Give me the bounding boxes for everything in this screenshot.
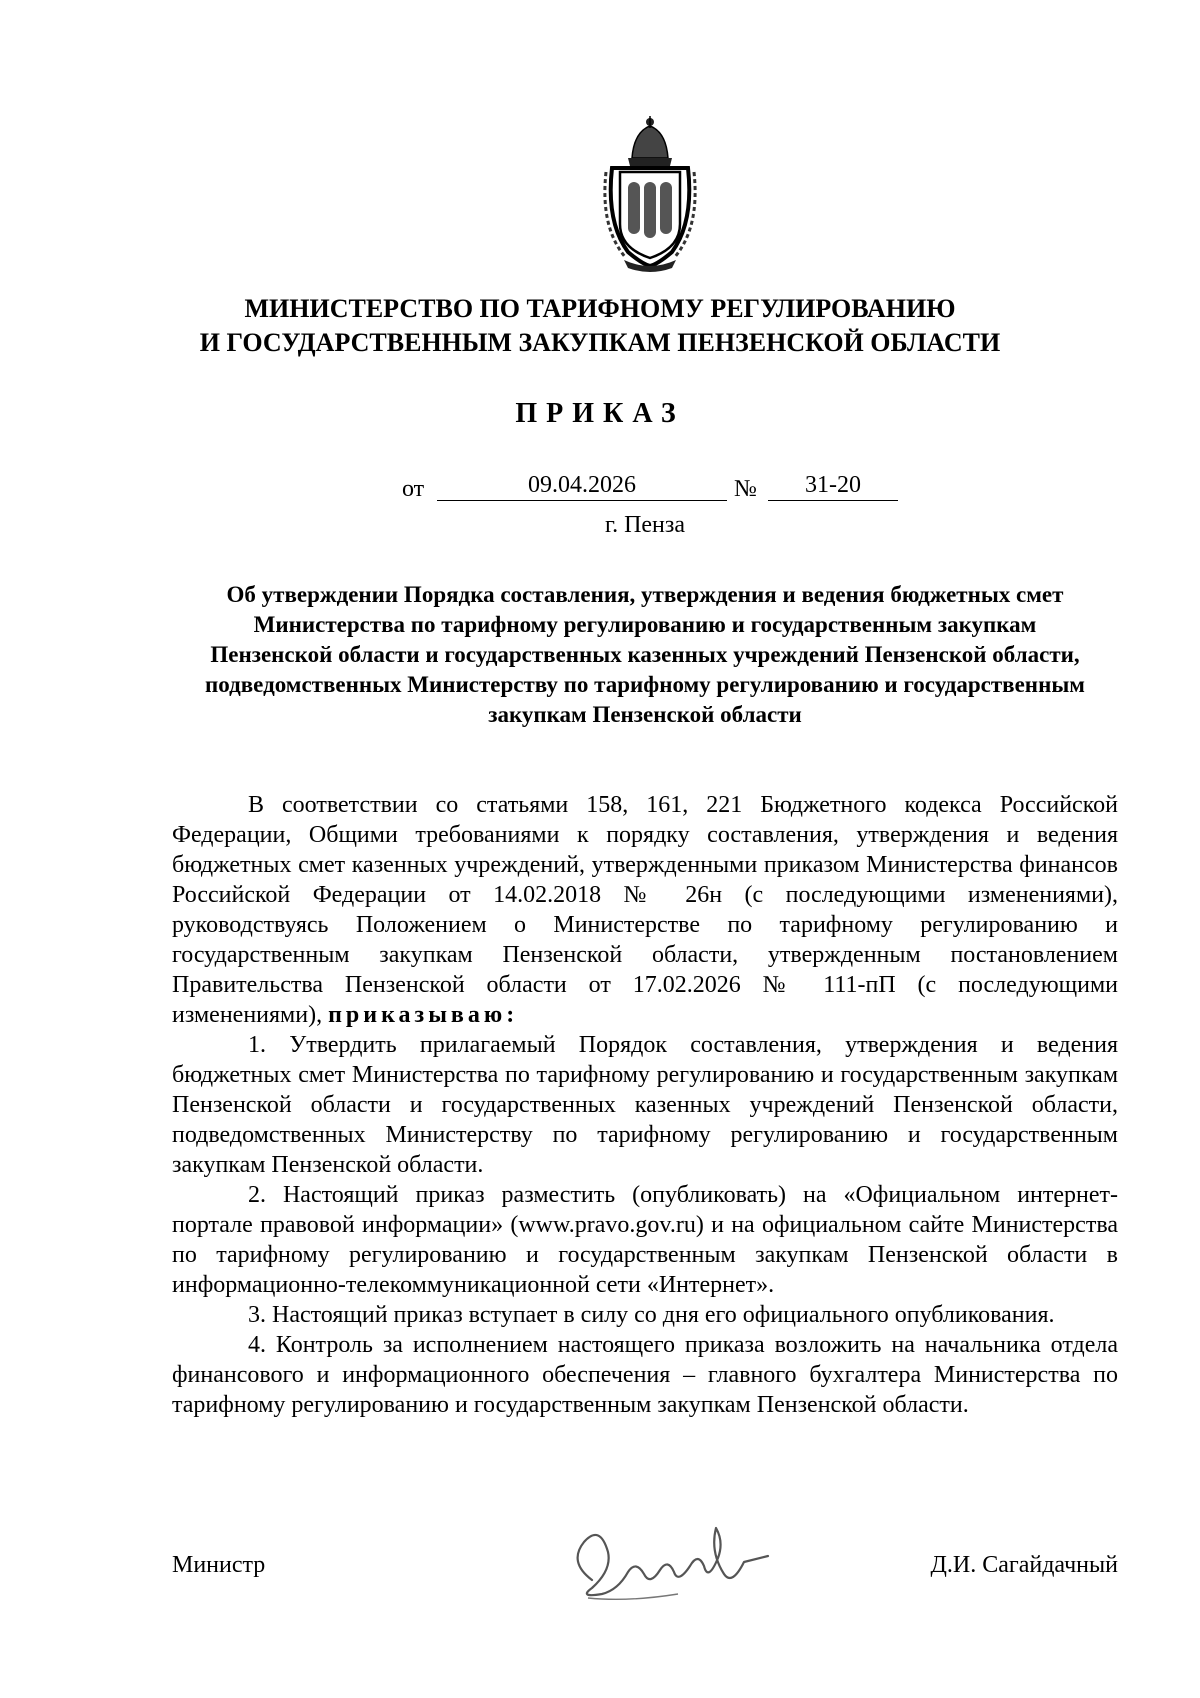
ministry-line-2: И ГОСУДАРСТВЕННЫМ ЗАКУПКАМ ПЕНЗЕНСКОЙ ОБЛАСТИ	[199, 328, 1001, 357]
document-number: 31-20	[768, 470, 898, 501]
document-date: 09.04.2026	[437, 470, 727, 501]
order-word: приказываю:	[328, 1002, 519, 1028]
document-body	[172, 790, 1118, 1420]
number-label: №	[734, 476, 757, 502]
list-item: 4. Контроль за исполнением настоящего приказа возложить на начальника отдела финансового и информационного обеспечения – главного бухгалтера Министерства по тарифному регулированию и государственным закупкам Пензенской области.	[172, 1332, 1118, 1418]
signer-title: Министр	[172, 1552, 266, 1578]
intro-paragraph	[172, 790, 1118, 1030]
list-item: 2. Настоящий приказ разместить (опубликовать) на «Официальном интернет-портале правовой информации» (www.pravo.gov.ru) и на официальном сайте Министерства по тарифному регулированию и государственным закупкам Пензенской области в информационно-телекоммуникационной сети «Интернет».	[172, 1182, 1118, 1298]
handwritten-signature-icon	[548, 1502, 774, 1612]
city: г. Пенза	[604, 512, 686, 538]
date-label: от	[402, 476, 425, 502]
intro-text: В соответствии со статьями 158, 161, 221 Бюджетного кодекса Российской Федерации, Общими требованиями к порядку составления, утверждения и ведения бюджетных смет казенных учреждений, утвержденными приказом Министерства финансов Российской Федерации от 14.02.2018 № 26н (с последующими изменениями), руководствуясь Положением о Министерстве по тарифному регулированию и государственным закупкам Пензенской области, утвержденным постановлением Правительства Пензенской области от 17.02.2026 № 111-пП (с последующими изменениями),	[172, 792, 1118, 1028]
list-item: 1. Утвердить прилагаемый Порядок составления, утверждения и ведения бюджетных смет Министерства по тарифному регулированию и государственным закупкам Пензенской области и государственных казенных учреждений Пензенской области, подведомственных Министерству по тарифному регулированию и государственным закупкам Пензенской области.	[172, 1032, 1118, 1178]
signer-name: Д.И. Сагайдачный	[930, 1552, 1118, 1578]
date-number-row	[0, 470, 1200, 506]
document-type: ПРИКАЗ	[515, 398, 685, 429]
document-subject: Об утверждении Порядка составления, утверждения и ведения бюджетных смет Министерства по тарифному регулированию и государственным закупкам Пензенской области и государственных казенных учреждений Пензенской области, подведомственных Министерству по тарифному регулированию и государственным закупкам Пензенской области	[205, 582, 1085, 727]
coat-of-arms-icon	[598, 112, 702, 272]
list-item: 3. Настоящий приказ вступает в силу со дня его официального опубликования.	[248, 1302, 1055, 1328]
ministry-line-1: МИНИСТЕРСТВО ПО ТАРИФНОМУ РЕГУЛИРОВАНИЮ	[244, 294, 956, 323]
ministry-name	[180, 292, 1020, 360]
